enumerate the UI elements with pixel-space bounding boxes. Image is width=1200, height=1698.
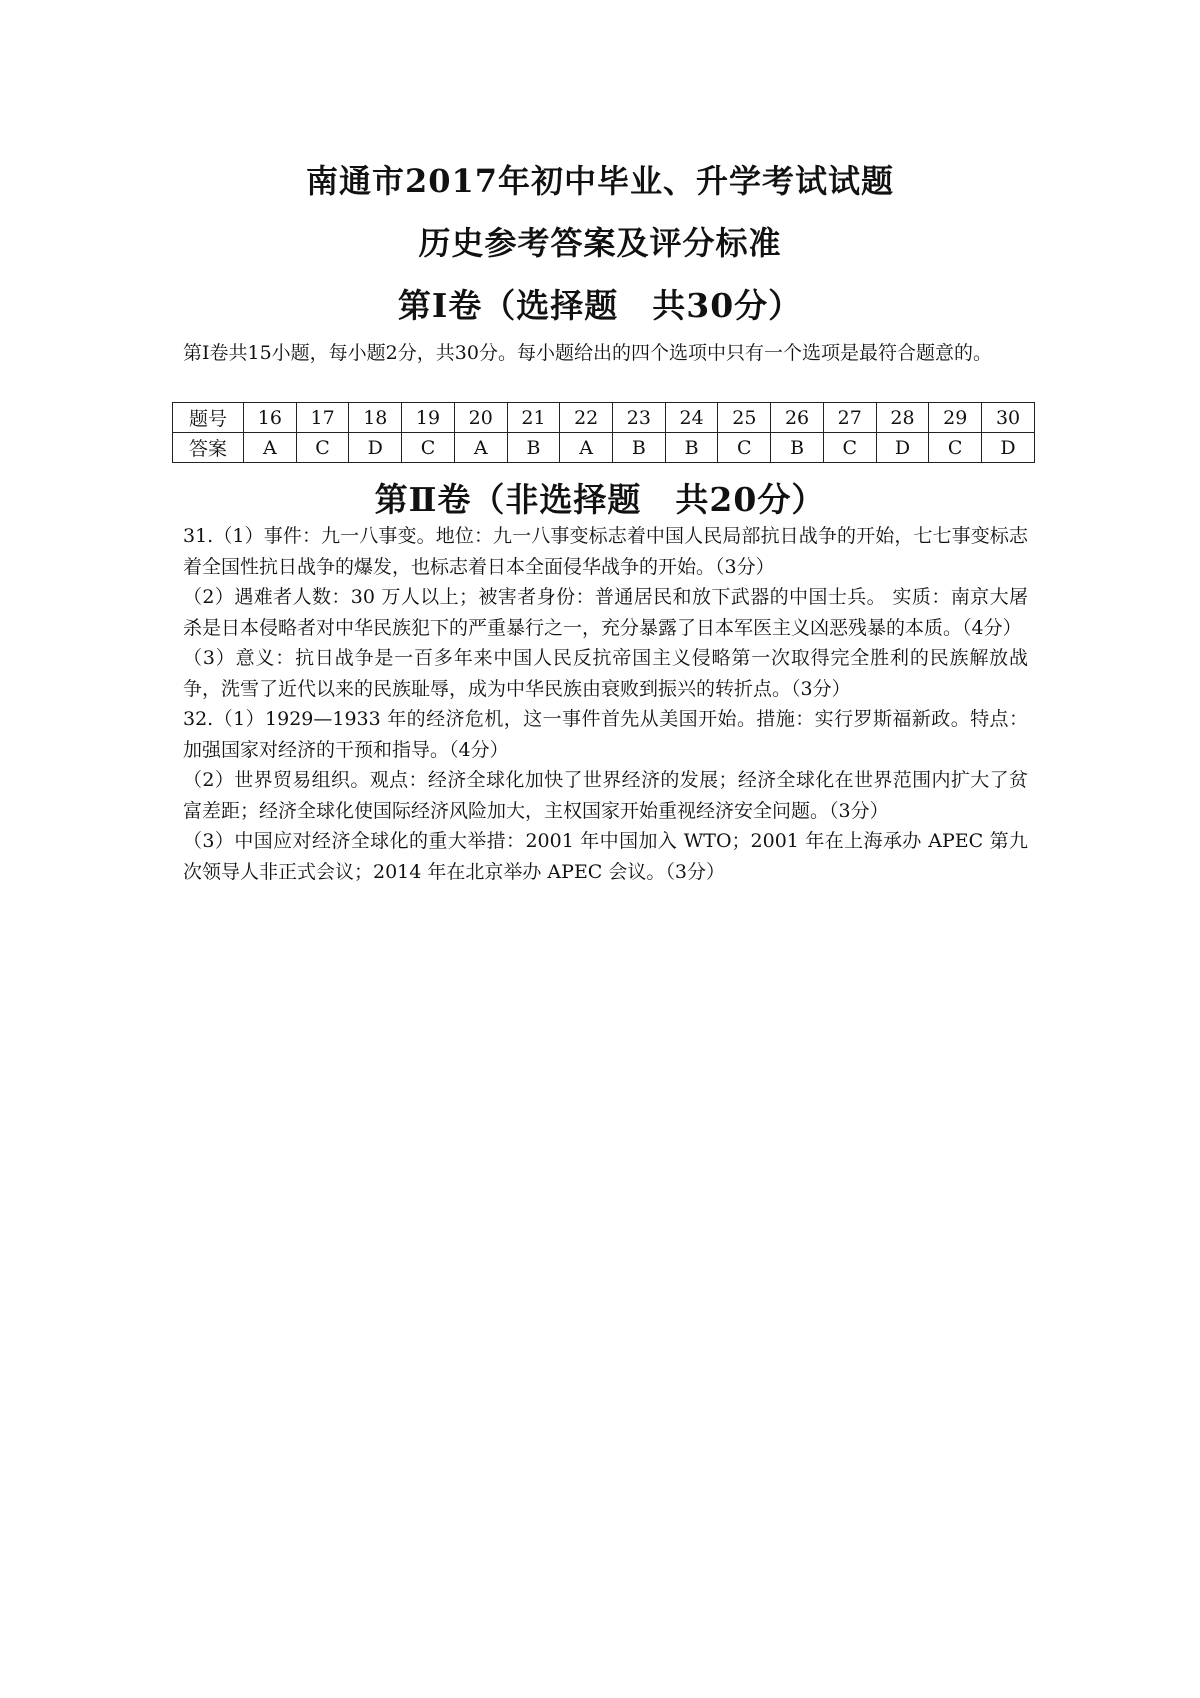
section1-intro-text: 第Ⅰ卷共15小题，每小题2分，共30分。每小题给出的四个选项中只有一个选项是最符合题意的。: [183, 342, 992, 364]
section1-intro: [183, 338, 1028, 369]
table-cell-answer: C: [929, 433, 982, 463]
section1-heading: 第Ⅰ卷（选择题 共30分）: [397, 286, 803, 325]
table-cell-answer: C: [718, 433, 771, 463]
table-cell-answer: A: [560, 433, 613, 463]
table-cell-number: 17: [296, 403, 349, 433]
answer-paragraph: （2）遇难者人数：30 万人以上；被害者身份：普通居民和放下武器的中国士兵。 实质：南京大屠杀是日本侵略者对中华民族犯下的严重暴行之一，充分暴露了日本军医主义凶恶残暴的本质。（4分）: [183, 586, 1028, 639]
table-cell-number: 21: [507, 403, 560, 433]
table-row-label: 题号: [173, 403, 244, 433]
table-cell-answer: D: [876, 433, 929, 463]
table-cell-number: 16: [244, 403, 297, 433]
table-cell-number: 23: [613, 403, 666, 433]
document-title: 南通市2017年初中毕业、升学考试试题: [305, 162, 895, 200]
answer-paragraph: （3）意义：抗日战争是一百多年来中国人民反抗帝国主义侵略第一次取得完全胜利的民族解放战争，洗雪了近代以来的民族耻辱，成为中华民族由衰败到振兴的转折点。（3分）: [183, 647, 1028, 700]
section2-answers: [183, 521, 1028, 887]
table-cell-answer: C: [296, 433, 349, 463]
section2-heading: 第Ⅱ卷（非选择题 共20分）: [374, 480, 826, 519]
answer-paragraph: 32.（1）1929—1933 年的经济危机，这一事件首先从美国开始。措施：实行罗斯福新政。特点：加强国家对经济的干预和指导。（4分）: [183, 708, 1028, 761]
table-cell-number: 18: [349, 403, 402, 433]
table-cell-number: 24: [665, 403, 718, 433]
table-cell-number: 30: [982, 403, 1035, 433]
table-cell-answer: B: [665, 433, 718, 463]
table-cell-number: 29: [929, 403, 982, 433]
answer-paragraph: （3）中国应对经济全球化的重大举措：2001 年中国加入 WTO；2001 年在上海承办 APEC 第九次领导人非正式会议；2014 年在北京举办 APEC 会议。（3分）: [183, 830, 1028, 883]
table-cell-answer: B: [613, 433, 666, 463]
table-cell-answer: B: [507, 433, 560, 463]
answer-table-number-row: [173, 403, 1035, 433]
table-cell-answer: C: [402, 433, 455, 463]
document-subtitle: 历史参考答案及评分标准: [418, 224, 782, 262]
table-cell-answer: C: [823, 433, 876, 463]
table-cell-number: 25: [718, 403, 771, 433]
answer-table-answer-row: [173, 433, 1035, 463]
table-cell-number: 27: [823, 403, 876, 433]
answer-table: [172, 402, 1035, 463]
table-cell-answer: D: [349, 433, 402, 463]
table-cell-answer: B: [771, 433, 824, 463]
answer-paragraph: （2）世界贸易组织。观点：经济全球化加快了世界经济的发展；经济全球化在世界范围内扩大了贫富差距；经济全球化使国际经济风险加大，主权国家开始重视经济安全问题。（3分）: [183, 769, 1028, 822]
table-row-label: 答案: [173, 433, 244, 463]
table-cell-number: 28: [876, 403, 929, 433]
table-cell-answer: D: [982, 433, 1035, 463]
table-cell-number: 22: [560, 403, 613, 433]
table-cell-number: 26: [771, 403, 824, 433]
table-cell-number: 19: [402, 403, 455, 433]
answer-paragraph: 31.（1）事件：九一八事变。地位：九一八事变标志着中国人民局部抗日战争的开始，七七事变标志着全国性抗日战争的爆发，也标志着日本全面侵华战争的开始。（3分）: [183, 525, 1028, 578]
table-cell-answer: A: [244, 433, 297, 463]
table-cell-answer: A: [454, 433, 507, 463]
table-cell-number: 20: [454, 403, 507, 433]
